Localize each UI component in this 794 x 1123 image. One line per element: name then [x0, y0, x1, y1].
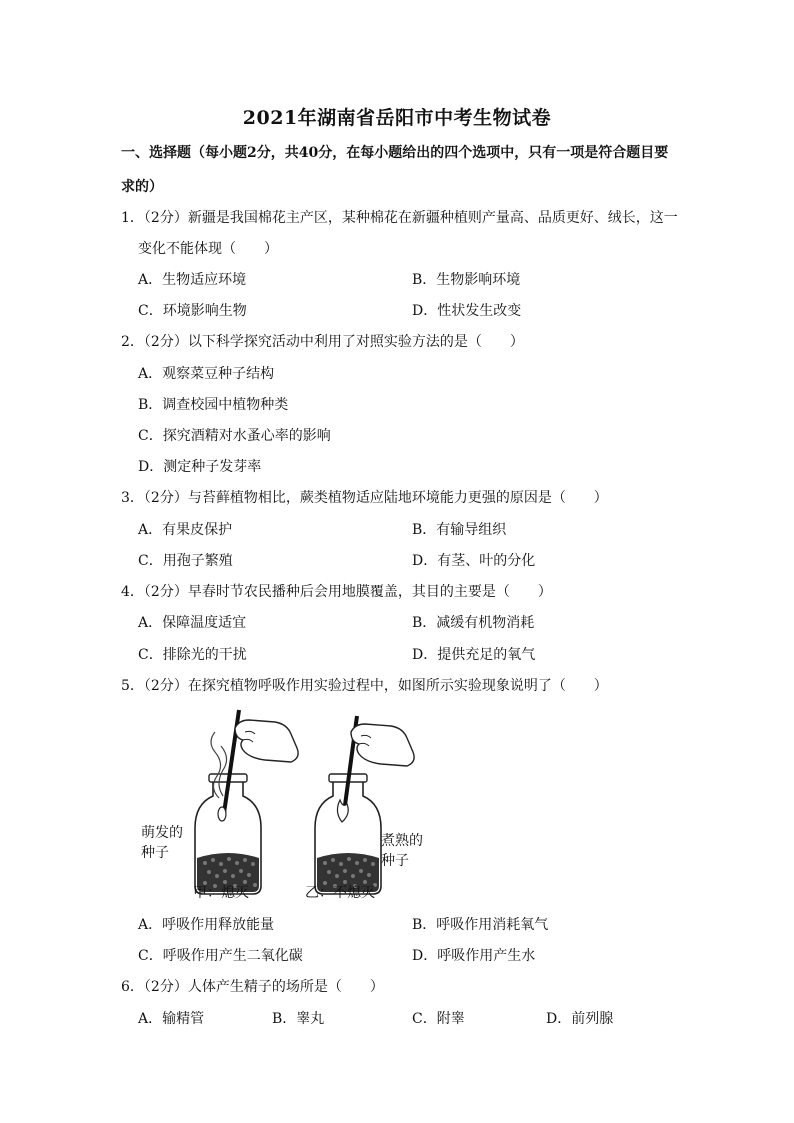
- right-caption: 乙：不熄灭: [305, 885, 375, 901]
- option-a: A．有果皮保护: [138, 522, 233, 538]
- left-caption: 甲：熄灭: [193, 885, 249, 901]
- experiment-illustration: [135, 708, 425, 908]
- left-seed-label-1: 萌发的: [141, 825, 183, 841]
- option-a: A．输精管: [138, 1011, 205, 1027]
- right-seed-label-2: 种子: [381, 853, 409, 869]
- question-stem: 4．（2分）早春时节农民播种后会用地膜覆盖，其目的主要是（ ）: [121, 584, 552, 600]
- question-stem: 1．（2分）新疆是我国棉花主产区，某种棉花在新疆种植则产量高、品质更好、绒长，这一: [121, 210, 678, 226]
- option-b: B．调查校园中植物种类: [138, 397, 289, 413]
- option-d: D．呼吸作用产生水: [412, 948, 536, 964]
- option-d: D．前列腺: [546, 1011, 614, 1027]
- experiment-figure: [135, 708, 425, 908]
- option-a: A．呼吸作用释放能量: [138, 917, 275, 933]
- option-d: D．提供充足的氧气: [412, 647, 536, 663]
- question-stem: 5．（2分）在探究植物呼吸作用实验过程中，如图所示实验现象说明了（ ）: [121, 678, 608, 694]
- option-c: C．附睾: [412, 1011, 465, 1027]
- option-b: B．减缓有机物消耗: [412, 615, 535, 631]
- option-a: A．生物适应环境: [138, 272, 247, 288]
- exam-title: 2021年湖南省岳阳市中考生物试卷: [242, 107, 552, 129]
- left-seed-label-2: 种子: [141, 845, 169, 861]
- question-stem: 6．（2分）人体产生精子的场所是（ ）: [121, 979, 384, 995]
- option-c: C．排除光的干扰: [138, 647, 247, 663]
- question-stem-cont: 变化不能体现（ ）: [138, 241, 278, 257]
- question-stem: 2．（2分）以下科学探究活动中利用了对照实验方法的是（ ）: [121, 334, 524, 350]
- option-a: A．保障温度适宜: [138, 615, 247, 631]
- left-jar: [195, 710, 298, 894]
- section-header-line-1: 一、选择题（每小题2分，共40分，在每小题给出的四个选项中，只有一项是符合题目要: [121, 145, 669, 161]
- option-d: D．有茎、叶的分化: [412, 553, 536, 569]
- option-d: D．测定种子发芽率: [138, 459, 262, 475]
- option-b: B．生物影响环境: [412, 272, 521, 288]
- option-c: C．呼吸作用产生二氧化碳: [138, 948, 303, 964]
- option-c: C．环境影响生物: [138, 303, 247, 319]
- option-b: B．有输导组织: [412, 522, 507, 538]
- option-b: B．呼吸作用消耗氧气: [412, 917, 549, 933]
- option-c: C．用孢子繁殖: [138, 553, 233, 569]
- option-c: C．探究酒精对水蚤心率的影响: [138, 428, 331, 444]
- right-seed-label-1: 煮熟的: [381, 833, 423, 849]
- option-d: D．性状发生改变: [412, 303, 522, 319]
- option-b: B．睾丸: [272, 1011, 325, 1027]
- option-a: A．观察菜豆种子结构: [138, 366, 275, 382]
- question-stem: 3．（2分）与苔藓植物相比，蕨类植物适应陆地环境能力更强的原因是（ ）: [121, 490, 608, 506]
- section-header-line-2: 求的）: [121, 179, 163, 195]
